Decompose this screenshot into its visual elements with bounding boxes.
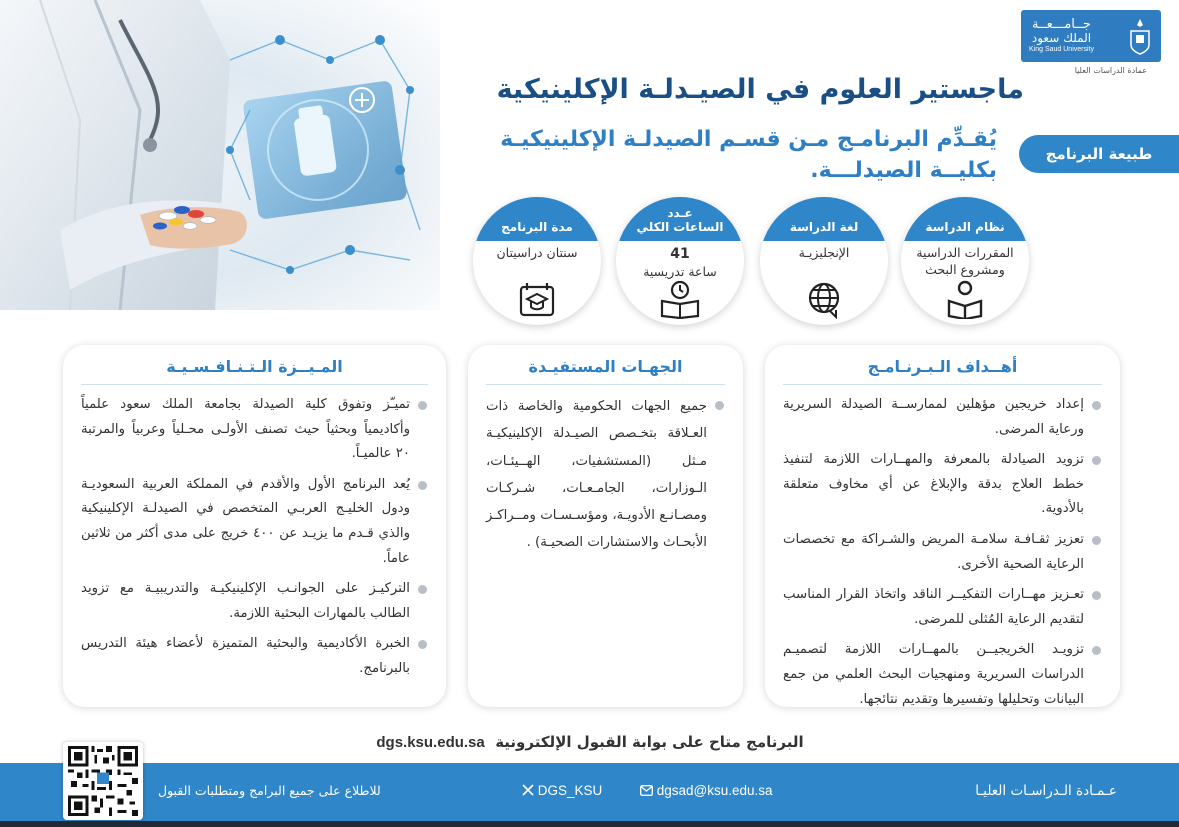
logo-name-line2: الملك سعود <box>1031 30 1092 45</box>
list-item: تعزيز ثقـافـة سلامـة المريض والشـراكة مع تخصصات الرعاية الصحية الأخرى. <box>783 528 1102 577</box>
footer-x[interactable] <box>522 783 602 798</box>
list-item: التركيـز على الجوانـب الإكلينيكيـة والتدريبيـة مع تزويد الطالب بالمهارات البحثية اللازمة. <box>81 577 428 626</box>
portal-line <box>300 733 880 751</box>
ksu-logo <box>1021 10 1161 62</box>
x-logo-icon <box>522 784 534 796</box>
qr-code-icon <box>67 746 139 816</box>
fact-title: مدة البرنامج <box>501 220 573 235</box>
fact-body: سنتان دراسيتان <box>496 245 578 260</box>
portal-url[interactable]: dgs.ksu.edu.sa <box>376 734 485 751</box>
list-item: جميع الجهات الحكومية والخاصة ذات العـلاقة بتخـصص الصيـدلة الإكلينيكيـة مـثل (المستشفيات، الهــيئـات، الـوزارات، الجامـعـات، شـركـات ومصـانـع الأدويـة، ومؤسـسـات ومــراكـز الأبحـاث والاستشارات الصحيـة) . <box>486 393 725 557</box>
footer-bottom-bar <box>0 821 1179 827</box>
footer <box>0 763 1179 827</box>
page-title: ماجستير العلوم في الصيـدلـة الإكلينيكية <box>496 74 1024 105</box>
fact-total-hours <box>616 197 744 325</box>
card-beneficiaries <box>468 345 743 707</box>
portal-text: البرنامج متاح على بوابة القبول الإلكترونية <box>495 733 804 751</box>
fact-body: المقررات الدراسية ومشروع البحث <box>916 245 1014 277</box>
fact-title-line1: عـدد <box>667 206 693 221</box>
nature-text: يُقـدِّم البرنامـج مـن قسـم الصيدلـة الإكلينيكيـة بكليــة الصيدلـــة. <box>500 127 997 184</box>
logo-name-en: King Saud University <box>1029 46 1094 54</box>
globe-chat-icon <box>804 279 844 319</box>
fact-body: الإنجليزيـة <box>798 245 850 260</box>
fact-title-line2: الساعات الكلي <box>636 220 724 235</box>
mail-icon <box>640 785 653 796</box>
footer-email-text[interactable]: dgsad@ksu.edu.sa <box>656 783 773 798</box>
list-item: الخبرة الأكاديمية والبحثية المتميزة لأعضاء هيئة التدريس بالبرنامج. <box>81 632 428 681</box>
goals-list <box>783 393 1102 712</box>
card-title: المـيــزة الـتـنـافـسـيـة <box>81 357 428 385</box>
fact-language <box>760 197 888 325</box>
card-advantage <box>63 345 446 707</box>
fact-title: لغة الدراسة <box>789 220 859 235</box>
card-title: أهــداف الـبـرنـامـج <box>783 357 1102 385</box>
card-title: الجهـات المستفيـدة <box>486 357 725 385</box>
beneficiaries-list <box>486 393 725 557</box>
ksu-emblem-icon <box>1127 17 1153 55</box>
fact-title: نظام الدراسة <box>925 220 1005 235</box>
book-clock-icon <box>660 279 700 319</box>
nature-label: طبيعة البرنامج <box>1019 135 1179 173</box>
fact-study-system <box>901 197 1029 325</box>
graduation-calendar-icon <box>517 279 557 319</box>
advantage-list <box>81 393 428 682</box>
fact-duration <box>473 197 601 325</box>
footer-x-handle[interactable]: DGS_KSU <box>537 783 603 798</box>
list-item: يُعد البرنامج الأول والأقدم في المملكة العربية السعوديـة ودول الخليـج العربـي المتخصص في الصيدلـة الإكلينيكية والذي قـدم ما يزيـد عن ٤٠٠ خريج على مدى أكثر من ثلاثين عاماً. <box>81 473 428 571</box>
logo-name-line1: جــامـــعــة <box>1032 17 1091 33</box>
reader-icon <box>945 279 985 319</box>
fact-body: ساعة تدريسية <box>643 263 717 279</box>
footer-browse-text: للاطلاع على جميع البرامج ومتطلبات القبول <box>158 783 381 798</box>
qr-code[interactable] <box>63 742 143 820</box>
program-facts <box>0 197 1179 327</box>
list-item: تعـزيز مهــارات التفكيــر الناقد واتخاذ القرار المناسب لتقديم الرعاية المُثلى للمرضى. <box>783 583 1102 632</box>
list-item: تزويد الصيادلة بالمعرفة والمهــارات اللازمة لتنفيذ خطط العلاج بدقة والإبلاغ عن أي مخاوف متعلقة بالأدوية. <box>783 448 1102 522</box>
footer-dept: عـمـادة الـدراسـات العليـا <box>975 783 1117 799</box>
fact-number: 41 <box>670 246 690 262</box>
logo-dept: عمادة الدراسات العليا <box>1074 66 1147 75</box>
list-item: تزويـد الخريجيــن بالمهــارات اللازمة لتصميـم الدراسات السريرية ومنهجيات البحث العلمي من جمع البيانات وتحليلها وتفسيرها وتقديم نتائجها. <box>783 638 1102 712</box>
list-item: إعداد خريجين مؤهلين لممارســة الصيدلة السريرية ورعاية المرضى. <box>783 393 1102 442</box>
footer-email[interactable] <box>640 783 773 798</box>
card-goals <box>765 345 1120 707</box>
list-item: تميـّز وتفوق كلية الصيدلة بجامعة الملك سعود علمياً وأكاديمياً وبحثياً حيث تصنف الأولـى محـلياً وعربياً والمرتبة ٢٠ عالميـاً. <box>81 393 428 467</box>
